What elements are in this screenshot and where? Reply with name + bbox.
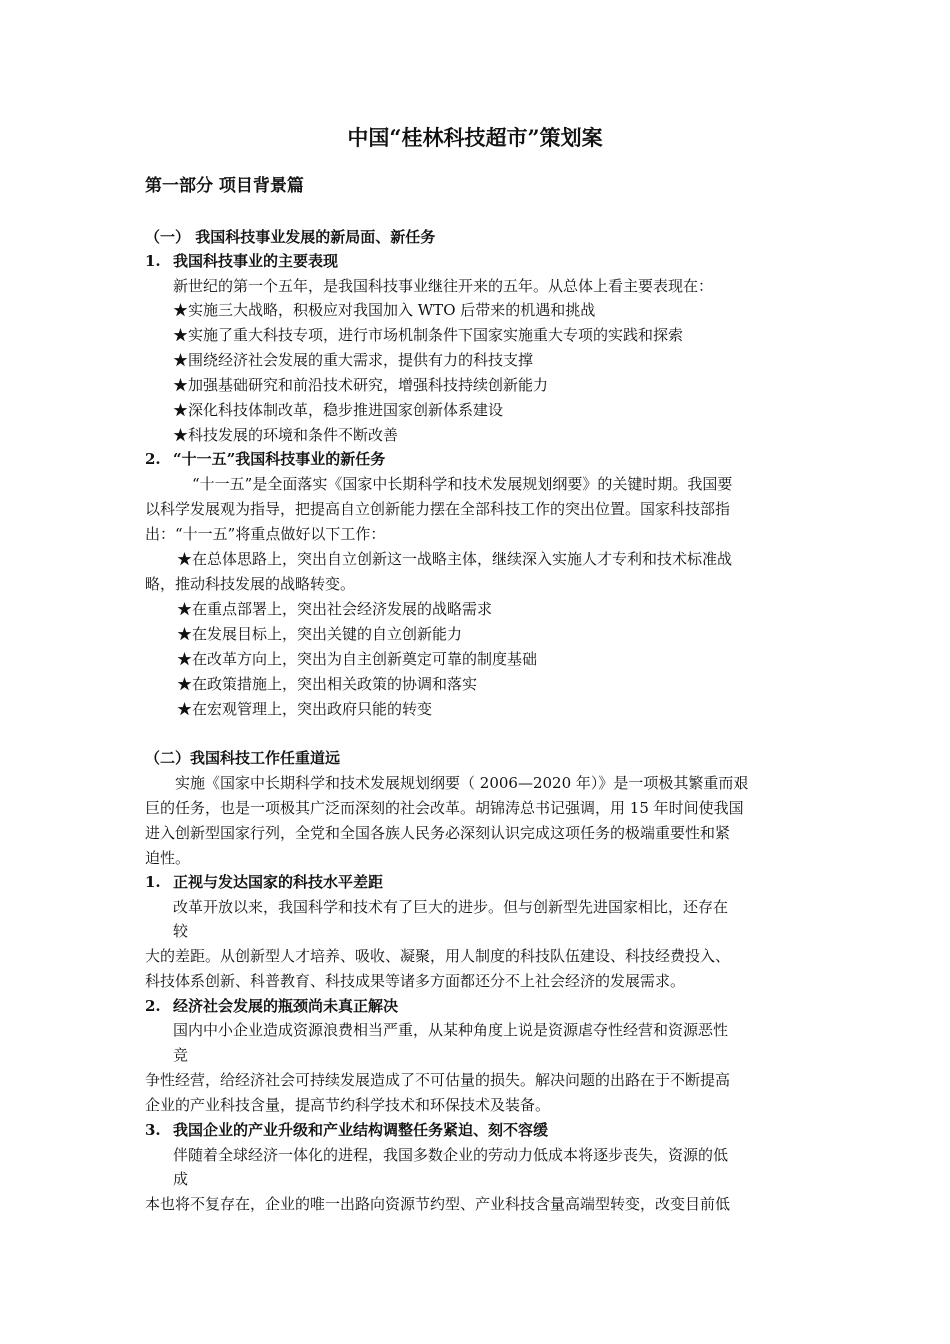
paragraph-line: 国内中小企业造成资源浪费相当严重，从某种角度上说是资源虐夺性经营和资源恶性: [173, 1021, 729, 1039]
subheading-text: 我国科技事业的主要表现: [173, 252, 339, 270]
paragraph-line: 以科学发展观为指导，把提高自立创新能力摆在全部科技工作的突出位置。国家科技部指: [145, 500, 731, 518]
part-heading: 第一部分 项目背景篇: [145, 176, 304, 196]
subheading-text: 正视与发达国家的科技水平差距: [173, 873, 384, 891]
paragraph-line: 较: [173, 922, 189, 940]
subheading-2-1: [145, 870, 810, 895]
document-title: 中国“桂林科技超市”策划案: [347, 125, 603, 150]
subheading-number: 2.: [145, 997, 161, 1015]
paragraph-line: 迫性。: [145, 849, 191, 867]
bullet-item: ★实施了重大科技专项，进行市场机制条件下国家实施重大专项的实践和探索: [173, 326, 684, 344]
section-heading-1: （一） 我国科技事业发展的新局面、新任务: [145, 228, 436, 246]
section-heading-2: （二）我国科技工作任重道远: [145, 749, 341, 767]
paragraph-line: 伴随着全球经济一体化的进程，我国多数企业的劳动力低成本将逐步丧失，资源的低: [173, 1146, 729, 1164]
bullet-item: ★在重点部署上，突出社会经济发展的战略需求: [177, 600, 493, 618]
bullet-item: ★在宏观管理上，突出政府只能的转变: [177, 700, 433, 718]
paragraph-line: 略，推动科技发展的战略转变。: [145, 575, 356, 593]
subheading-text: 经济社会发展的瓶颈尚未真正解决: [173, 997, 399, 1015]
paragraph-line: 争性经营，给经济社会可持续发展造成了不可估量的损失。解决问题的出路在于不断提高: [145, 1071, 731, 1089]
paragraph-line: 竞: [173, 1046, 189, 1064]
paragraph-line: 大的差距。从创新型人才培养、吸收、凝聚，用人制度的科技队伍建设、科技经费投入、: [145, 947, 731, 965]
subheading-text: 我国企业的产业升级和产业结构调整任务紧迫、刻不容缓: [173, 1121, 549, 1139]
bullet-item: ★实施三大战略，积极应对我国加入 WTO 后带来的机遇和挑战: [173, 301, 596, 319]
bullet-item: ★在发展目标上，突出关键的自立创新能力: [177, 625, 463, 643]
paragraph-line: 出：“十一五”将重点做好以下工作：: [145, 525, 386, 543]
subheading-2-2: [145, 994, 810, 1019]
paragraph-line: 新世纪的第一个五年，是我国科技事业继往开来的五年。从总体上看主要表现在：: [173, 277, 714, 295]
subheading-number: 3.: [145, 1121, 161, 1139]
bullet-item: ★在总体思路上，突出自立创新这一战略主体，继续深入实施人才专利和技术标准战: [177, 550, 733, 568]
bullet-item: ★在政策措施上，突出相关政策的协调和落实: [177, 675, 478, 693]
paragraph-line: 本也将不复存在，企业的唯一出路向资源节约型、产业科技含量高端型转变，改变目前低: [145, 1195, 731, 1213]
paragraph-line: 科技体系创新、科普教育、科技成果等诸多方面都还分不上社会经济的发展需求。: [145, 972, 686, 990]
bullet-item: ★加强基础研究和前沿技术研究，增强科技持续创新能力: [173, 376, 549, 394]
paragraph-line: 进入创新型国家行列，全党和全国各族人民务必深刻认识完成这项任务的极端重要性和紧: [145, 824, 731, 842]
subheading-2-3: [145, 1118, 810, 1143]
paragraph-line: 实施《国家中长期科学和技术发展规划纲要（ 2006—2020 年）》是一项极其繁重而艰: [145, 774, 749, 792]
subheading-number: 1.: [145, 873, 161, 891]
paragraph-line: 企业的产业科技含量，提高节约科学技术和环保技术及装备。: [145, 1096, 551, 1114]
bullet-item: ★科技发展的环境和条件不断改善: [173, 426, 399, 444]
bullet-item: ★深化科技体制改革，稳步推进国家创新体系建设: [173, 401, 504, 419]
paragraph-line: “十一五”是全面落实《国家中长期科学和技术发展规划纲要》的关键时期。我国要: [177, 475, 733, 493]
subheading-number: 1.: [145, 252, 161, 270]
subheading-text: “十一五”我国科技事业的新任务: [173, 450, 386, 468]
paragraph-line: 成: [173, 1170, 189, 1188]
bullet-item: ★围绕经济社会发展的重大需求，提供有力的科技支撑: [173, 351, 534, 369]
paragraph-line: 改革开放以来，我国科学和技术有了巨大的进步。但与创新型先进国家相比，还存在: [173, 898, 729, 916]
bullet-item: ★在改革方向上，突出为自主创新奠定可靠的制度基础: [177, 650, 538, 668]
subheading-number: 2.: [145, 450, 161, 468]
subheading-1-2: [145, 447, 810, 472]
paragraph-line: 巨的任务，也是一项极其广泛而深刻的社会改革。胡锦涛总书记强调，用 15 年时间使我国: [145, 799, 744, 817]
subheading-1-1: [145, 249, 810, 274]
